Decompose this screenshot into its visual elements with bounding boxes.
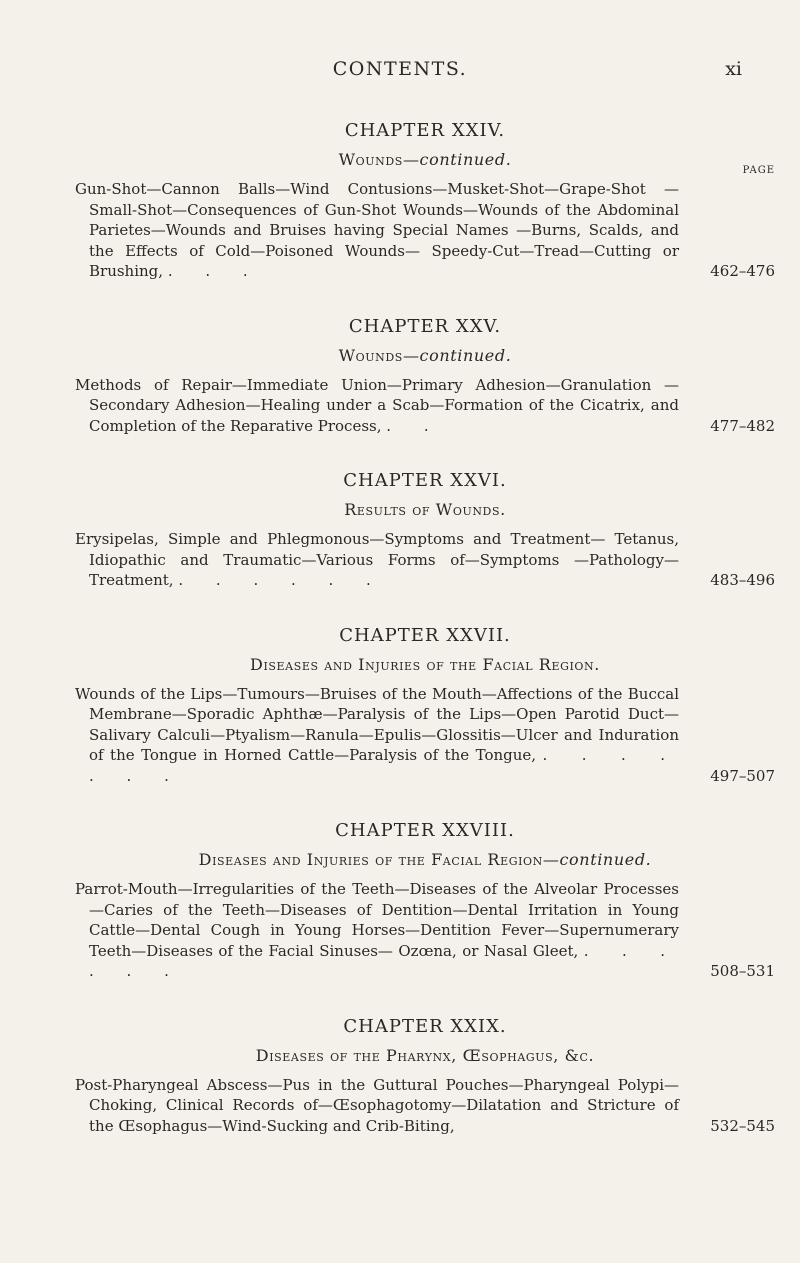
chapter-section [75,316,775,437]
chapter-contents [75,179,775,282]
leader-dots: . . . . . . [178,571,385,589]
chapter-subtitle [75,1046,775,1065]
chapter-section [75,470,775,591]
page-range: 462–476 [710,262,775,280]
chapter-subtitle-text: Wounds [338,150,403,169]
page-range: 508–531 [710,962,775,980]
chapter-subtitle [75,850,775,869]
chapter-subtitle-text: Diseases and Injuries of the Facial Region. [250,654,600,674]
running-title: CONTENTS. [332,58,468,80]
chapter-contents-text: Wounds of the Lips—Tumours—Bruises of the Mouth—Affections of the Buccal Membrane—Sporadic Aphthæ—Paralysis of the Lips—Open Parotid Duct—Salivary Calculi—Ptyalism—Ranula—Epulis—Glossitis—Ulcer and Induration of the Tongue in Horned Cattle—Paralysis of the Tongue, [75,684,679,764]
chapter-contents-text: Erysipelas, Simple and Phlegmonous—Symptoms and Treatment— Tetanus, Idiopathic and Traumatic—Various Forms of—Symptoms —Pathology—Treatment, [75,530,679,589]
chapter-section [75,625,775,787]
chapter-contents [75,375,775,437]
chapter-subtitle-text: Wounds [338,345,403,365]
page-range: 477–482 [710,416,775,435]
page-number: xi [725,58,742,80]
chapter-title: CHAPTER XXVII. [339,624,511,646]
chapter-subtitle [75,500,775,519]
chapter-section [75,120,775,282]
page-range: 532–545 [710,1116,775,1135]
page-column-label: PAGE [742,165,775,176]
page-range: 497–507 [710,766,775,785]
chapter-title: CHAPTER XXV. [348,315,502,337]
chapter-subtitle [75,150,775,169]
leader-dots: . . . . . . [89,941,679,980]
chapter-subtitle-text: Results of Wounds. [344,500,506,519]
chapter-contents-text: Parrot-Mouth—Irregularities of the Teeth—Diseases of the Alveolar Processes—Caries of the Teeth—Diseases of Dentition—Dental Irritation in Young Cattle—Dental Cough in Young Horses—Dentition Fever—Supernumerary Teeth—Diseases of the Facial Sinuses— Ozœna, or Nasal Gleet, [75,880,679,960]
chapter-subtitle [75,346,775,365]
chapter-contents-text: Gun-Shot—Cannon Balls—Wind Contusions—Musket-Shot—Grape-Shot —Small-Shot—Consequences of Gun-Shot Wounds—Wounds of the Abdominal Parietes—Wounds and Bruises having Special Names —Burns, Scalds, and the Effects of Cold—Poisoned Wounds— Speedy-Cut—Tread—Cutting or Brushing, [75,180,679,280]
chapter-subtitle-suffix: —continued. [542,850,652,869]
chapter-contents [75,684,775,787]
table-of-contents [75,120,775,1170]
chapter-contents-text: Methods of Repair—Immediate Union—Primary Adhesion—Granulation —Secondary Adhesion—Healing under a Scab—Formation of the Cicatrix, and Completion of the Reparative Process, [75,375,679,435]
chapter-subtitle [75,655,775,674]
chapter-title: CHAPTER XXIV. [344,120,506,141]
chapter-subtitle-text: Diseases of the Pharynx, Œsophagus, &c. [255,1045,595,1065]
chapter-section [75,820,775,982]
chapter-title: CHAPTER XXIX. [343,1015,507,1037]
chapter-contents-text: Post-Pharyngeal Abscess—Pus in the Guttural Pouches—Pharyngeal Polypi—Choking, Clinical Records of—Œsophagotomy—Dilatation and Stricture of the Œsophagus—Wind-Sucking and Crib-Biting, [75,1075,679,1135]
leader-dots: . . . [167,262,262,280]
chapter-contents [75,529,775,591]
chapter-subtitle-suffix: —continued. [402,150,512,169]
leader-dots: . . . . . . . [89,746,679,785]
chapter-contents [75,879,775,982]
chapter-contents [75,1075,775,1137]
chapter-subtitle-suffix: —continued. [402,345,512,365]
chapter-title: CHAPTER XXVI. [343,470,507,491]
chapter-section [75,1016,775,1137]
leader-dots: . . [386,416,443,435]
chapter-subtitle-text: Diseases and Injuries of the Facial Region [198,850,543,869]
page-range: 483–496 [710,571,775,589]
chapter-title: CHAPTER XXVIII. [335,820,515,841]
